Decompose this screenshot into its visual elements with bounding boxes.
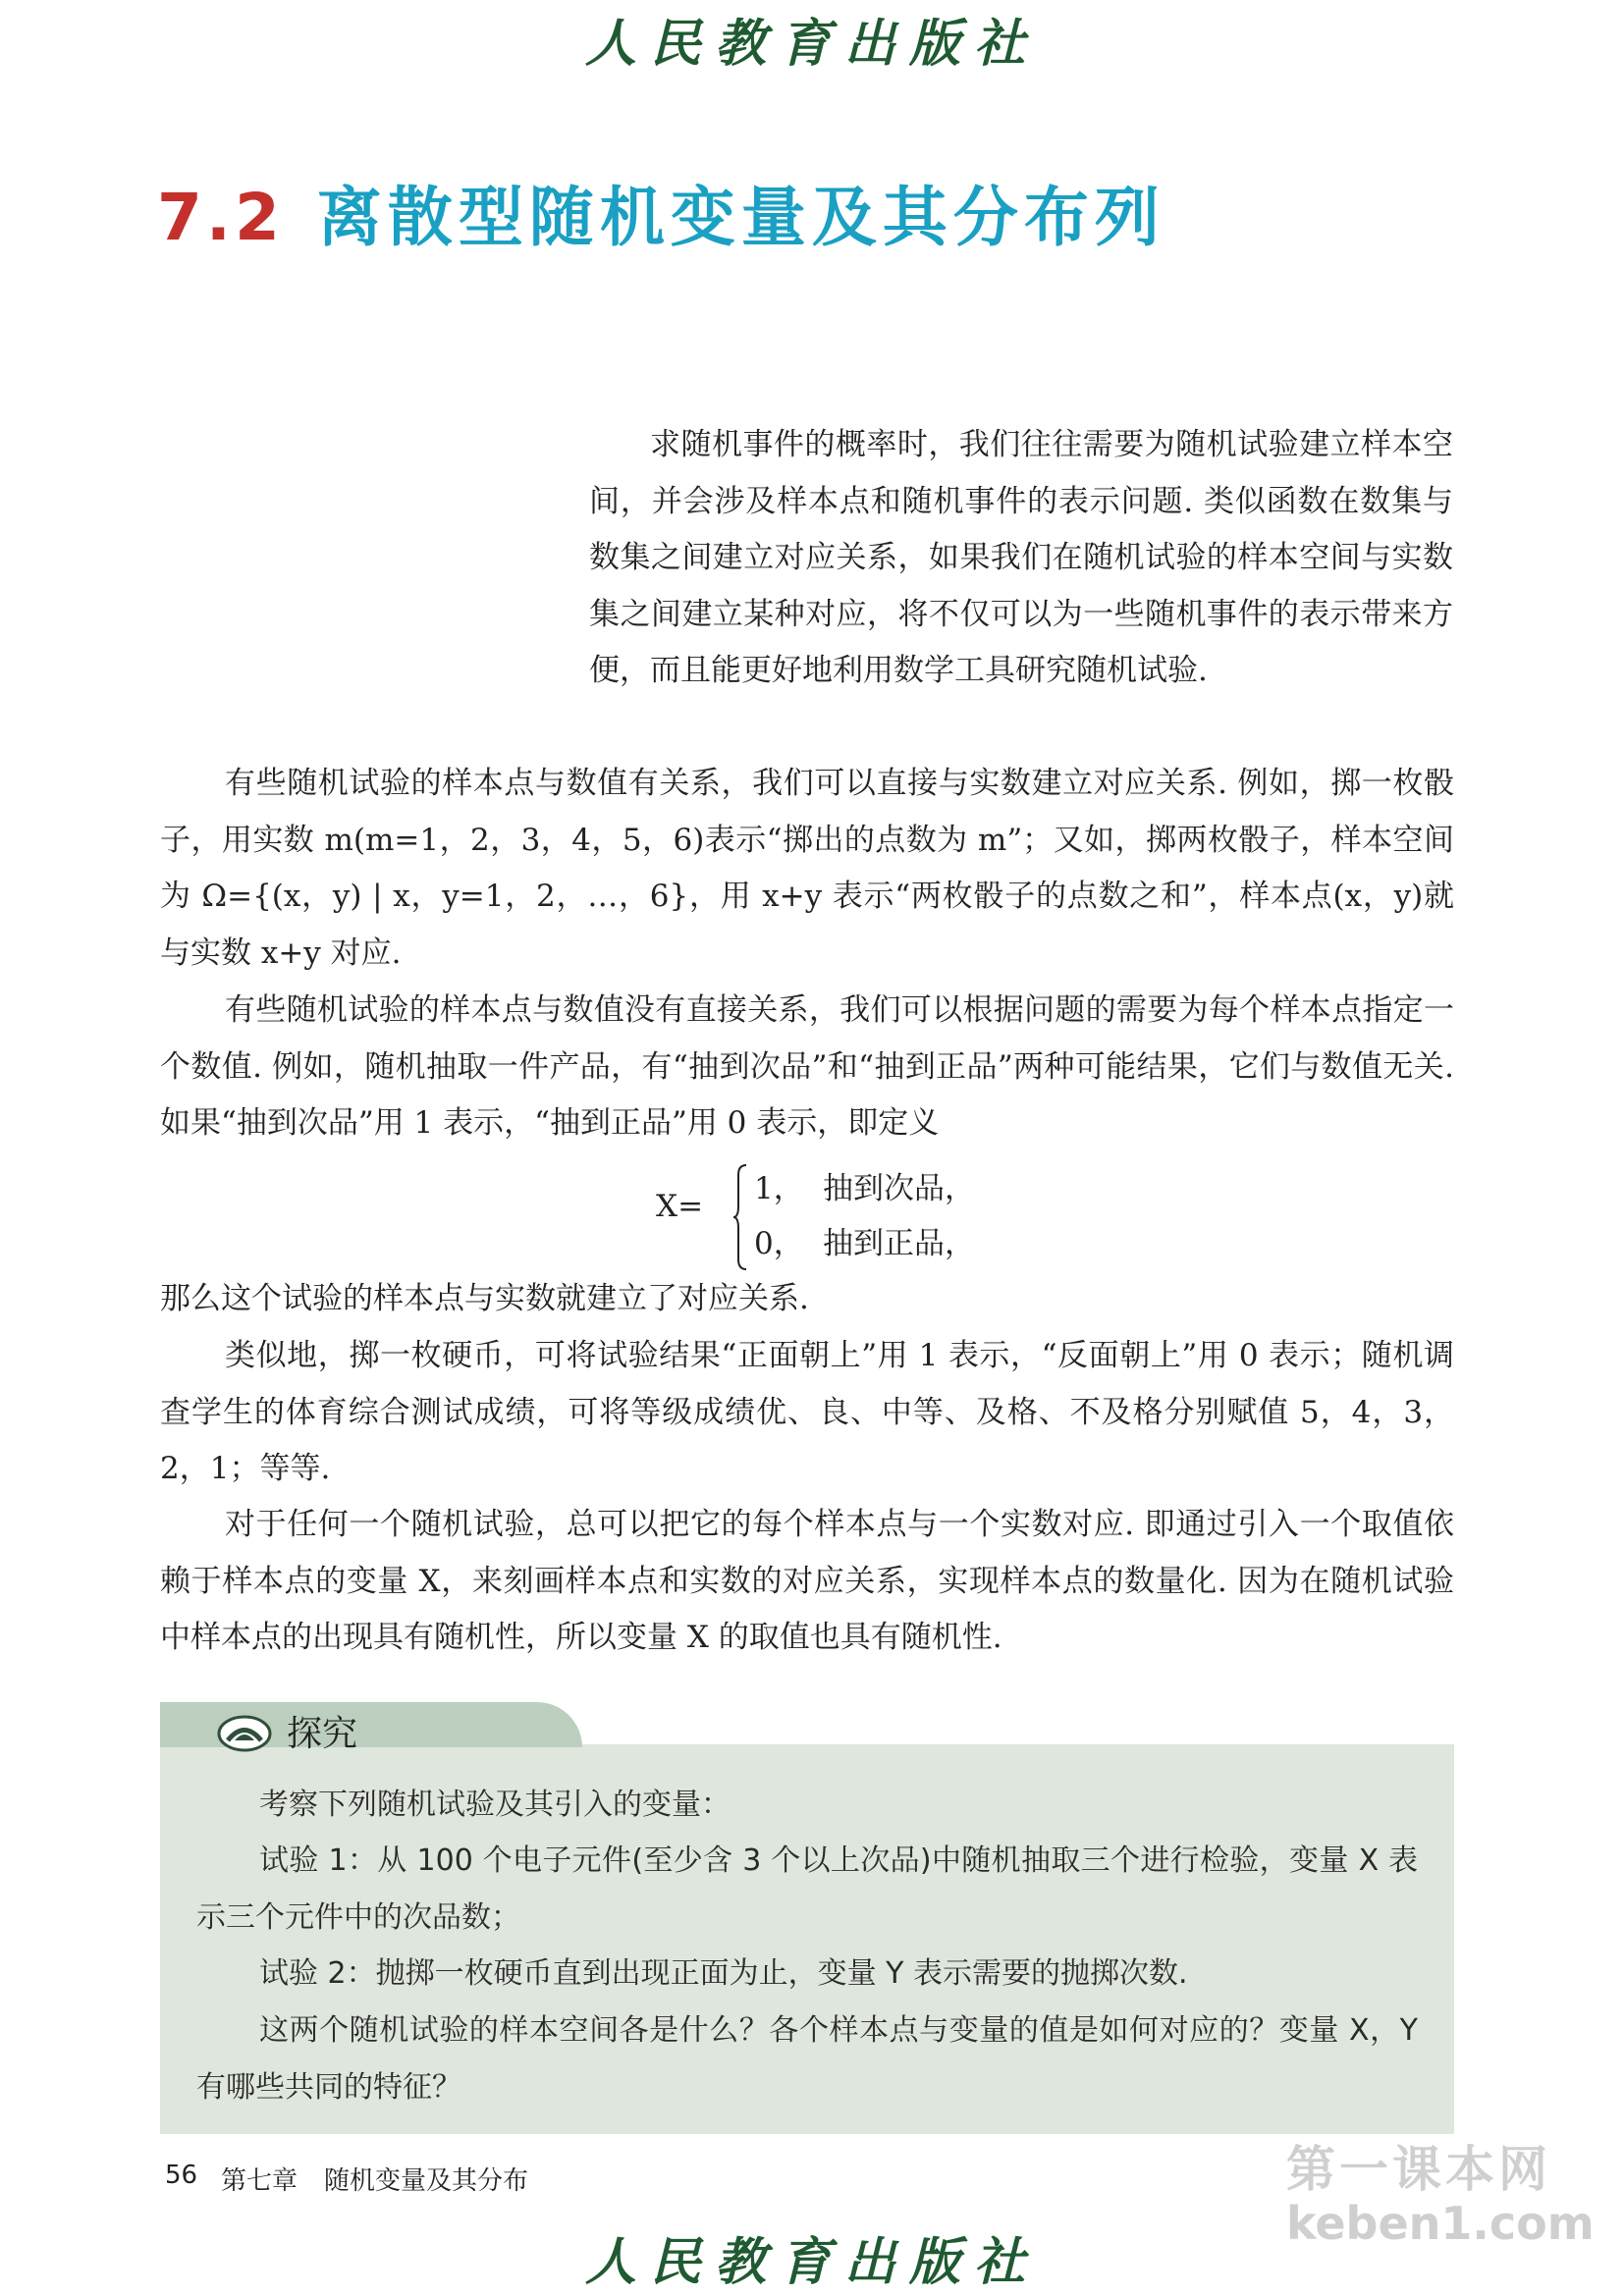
chapter-label: 第七章 bbox=[221, 2166, 298, 2196]
case-value: 0， bbox=[754, 1226, 804, 1261]
body-paragraph-4: 类似地，掷一枚硬币，可将试验结果“正面朝上”用 1 表示，“反面朝上”用 0 表示；随机调查学生的体育综合测试成绩，可将等级成绩优、良、中等、及格、不及格分别赋值 5，4，3，2，1；等等. bbox=[160, 1338, 1454, 1486]
page-number: 56 bbox=[165, 2161, 198, 2190]
intro-paragraph: 求随机事件的概率时，我们往往需要为随机试验建立样本空间，并会涉及样本点和随机事件的表示问题. 类似函数在数集与数集之间建立对应关系，如果我们在随机试验的样本空间与实数集之间建立某种对应，将不仅可以为一些随机事件的表示带来方便，而且能更好地利用数学工具研究随机试验. bbox=[589, 427, 1453, 688]
section-number: 7.2 bbox=[157, 180, 284, 255]
piecewise-lhs: X= bbox=[656, 1189, 704, 1224]
left-brace-icon bbox=[732, 1163, 748, 1271]
section-title-text: 离散型随机变量及其分布列 bbox=[316, 180, 1165, 255]
publisher-logo-bottom: 人民教育出版社 bbox=[584, 2232, 1039, 2292]
case-condition: 抽到次品， bbox=[823, 1171, 975, 1206]
case-value: 1， bbox=[754, 1171, 804, 1206]
body-paragraph-2: 有些随机试验的样本点与数值没有直接关系，我们可以根据问题的需要为每个样本点指定一个数值. 例如，随机抽取一件产品，有“抽到次品”和“抽到正品”两种可能结果，它们与数值无关. 如果“抽到次品”用 1 表示，“抽到正品”用 0 表示，即定义 bbox=[160, 992, 1454, 1141]
piecewise-case-1 bbox=[754, 1163, 975, 1207]
explore-paragraph-2: 试验 1：从 100 个电子元件(至少含 3 个以上次品)中随机抽取三个进行检验，变量 X 表示三个元件中的次品数； bbox=[196, 1843, 1418, 1935]
explore-paragraph-1: 考察下列随机试验及其引入的变量： bbox=[259, 1788, 731, 1822]
piecewise-case-2 bbox=[754, 1218, 975, 1262]
explore-paragraph-3: 试验 2：抛掷一枚硬币直到出现正面为止，变量 Y 表示需要的抛掷次数. bbox=[259, 1956, 1188, 1991]
body-paragraph-5: 对于任何一个随机试验，总可以把它的每个样本点与一个实数对应. 即通过引入一个取值依赖于样本点的变量 X，来刻画样本点和实数的对应关系，实现样本点的数量化. 因为在随机试验中样本点的出现具有随机性，所以变量 X 的取值也具有随机性. bbox=[160, 1507, 1454, 1655]
explore-label: 探究 bbox=[287, 1714, 358, 1754]
watermark-url: keben1.com bbox=[1286, 2197, 1595, 2250]
publisher-logo-top: 人民教育出版社 bbox=[584, 14, 1039, 74]
case-condition: 抽到正品， bbox=[823, 1226, 975, 1261]
body-paragraph-1: 有些随机试验的样本点与数值有关系，我们可以直接与实数建立对应关系. 例如，掷一枚骰子，用实数 m(m=1，2，3，4，5，6)表示“掷出的点数为 m”；又如，掷两枚骰子，样本空间为 Ω={(x，y) | x，y=1，2，…，6}，用 x+y 表示“两枚骰子的点数之和”，样本点(x，y)就与实数 x+y 对应. bbox=[160, 766, 1454, 971]
body-paragraph-3: 那么这个试验的样本点与实数就建立了对应关系. bbox=[160, 1281, 809, 1316]
chapter-title: 随机变量及其分布 bbox=[324, 2166, 529, 2196]
explore-icon bbox=[216, 1714, 273, 1753]
explore-paragraph-4: 这两个随机试验的样本空间各是什么？各个样本点与变量的值是如何对应的？变量 X，Y 有哪些共同的特征？ bbox=[196, 2013, 1418, 2105]
section-title bbox=[157, 165, 1165, 258]
watermark-title: 第一课本网 bbox=[1286, 2141, 1551, 2198]
